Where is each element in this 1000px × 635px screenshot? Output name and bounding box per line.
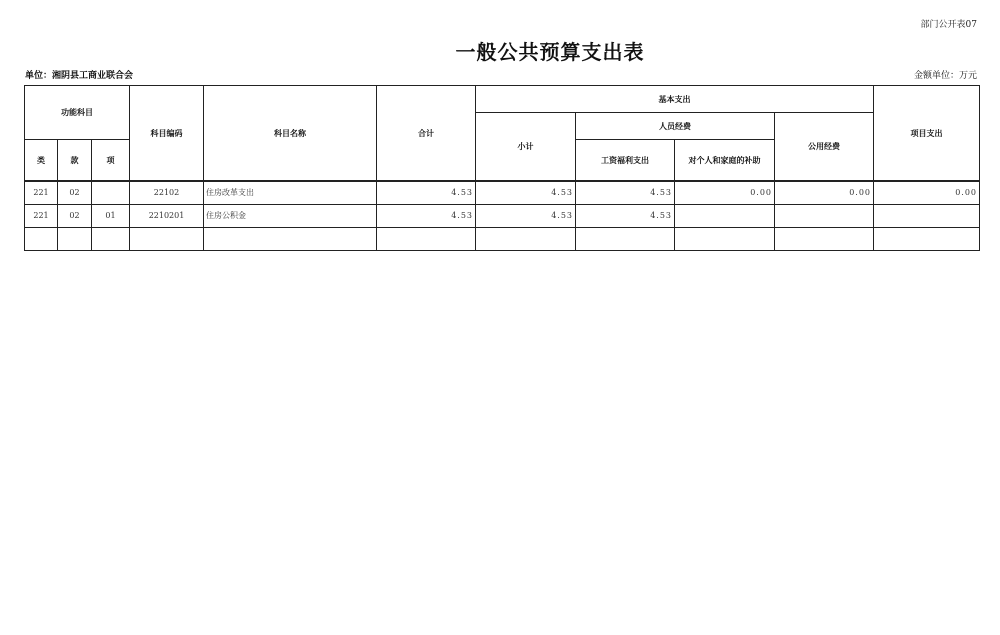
cell-public <box>775 204 874 227</box>
cell-xiang <box>92 181 130 204</box>
cell-code: 22102 <box>130 181 204 204</box>
table-row <box>25 181 980 204</box>
header-wages: 工资福利支出 <box>576 140 675 182</box>
header-xiang: 项 <box>92 140 130 182</box>
cell-xiang: 01 <box>92 204 130 227</box>
page-title: 一般公共预算支出表 <box>455 40 645 64</box>
header-total: 合计 <box>377 86 476 182</box>
cell-kuan <box>58 227 92 250</box>
header-personnel: 人员经费 <box>576 113 775 140</box>
cell-public: 0.00 <box>775 181 874 204</box>
header-subsidy: 对个人和家庭的补助 <box>675 140 775 182</box>
cell-project <box>874 227 980 250</box>
cell-name <box>204 227 377 250</box>
cell-subsidy: 0.00 <box>675 181 775 204</box>
header-code: 科目编码 <box>130 86 204 182</box>
form-number: 部门公开表07 <box>920 20 977 30</box>
cell-name: 住房公积金 <box>204 204 377 227</box>
cell-wages: 4.53 <box>576 181 675 204</box>
cell-total: 4.53 <box>377 181 476 204</box>
unit-label: 单位：湘阴县工商业联合会 <box>25 71 134 81</box>
table-row <box>25 204 980 227</box>
amount-unit-label: 金额单位：万元 <box>913 71 977 81</box>
cell-subsidy <box>675 227 775 250</box>
cell-project: 0.00 <box>874 181 980 204</box>
cell-kuan: 02 <box>58 204 92 227</box>
cell-subtotal: 4.53 <box>476 204 576 227</box>
header-func-subject: 功能科目 <box>25 86 130 140</box>
cell-total <box>377 227 476 250</box>
header-subtotal: 小计 <box>476 113 576 182</box>
expenditure-table <box>24 85 980 251</box>
cell-public <box>775 227 874 250</box>
header-lei: 类 <box>25 140 58 182</box>
header-basic: 基本支出 <box>476 86 874 113</box>
cell-subtotal <box>476 227 576 250</box>
cell-project <box>874 204 980 227</box>
header-kuan: 款 <box>58 140 92 182</box>
cell-lei: 221 <box>25 204 58 227</box>
header-project: 项目支出 <box>874 86 980 182</box>
cell-kuan: 02 <box>58 181 92 204</box>
cell-name: 住房改革支出 <box>204 181 377 204</box>
cell-subsidy <box>675 204 775 227</box>
header-name: 科目名称 <box>204 86 377 182</box>
cell-subtotal: 4.53 <box>476 181 576 204</box>
cell-code: 2210201 <box>130 204 204 227</box>
header-public: 公用经费 <box>775 113 874 182</box>
cell-code <box>130 227 204 250</box>
cell-total: 4.53 <box>377 204 476 227</box>
cell-lei <box>25 227 58 250</box>
table-row <box>25 227 980 250</box>
cell-wages <box>576 227 675 250</box>
cell-wages: 4.53 <box>576 204 675 227</box>
cell-lei: 221 <box>25 181 58 204</box>
cell-xiang <box>92 227 130 250</box>
